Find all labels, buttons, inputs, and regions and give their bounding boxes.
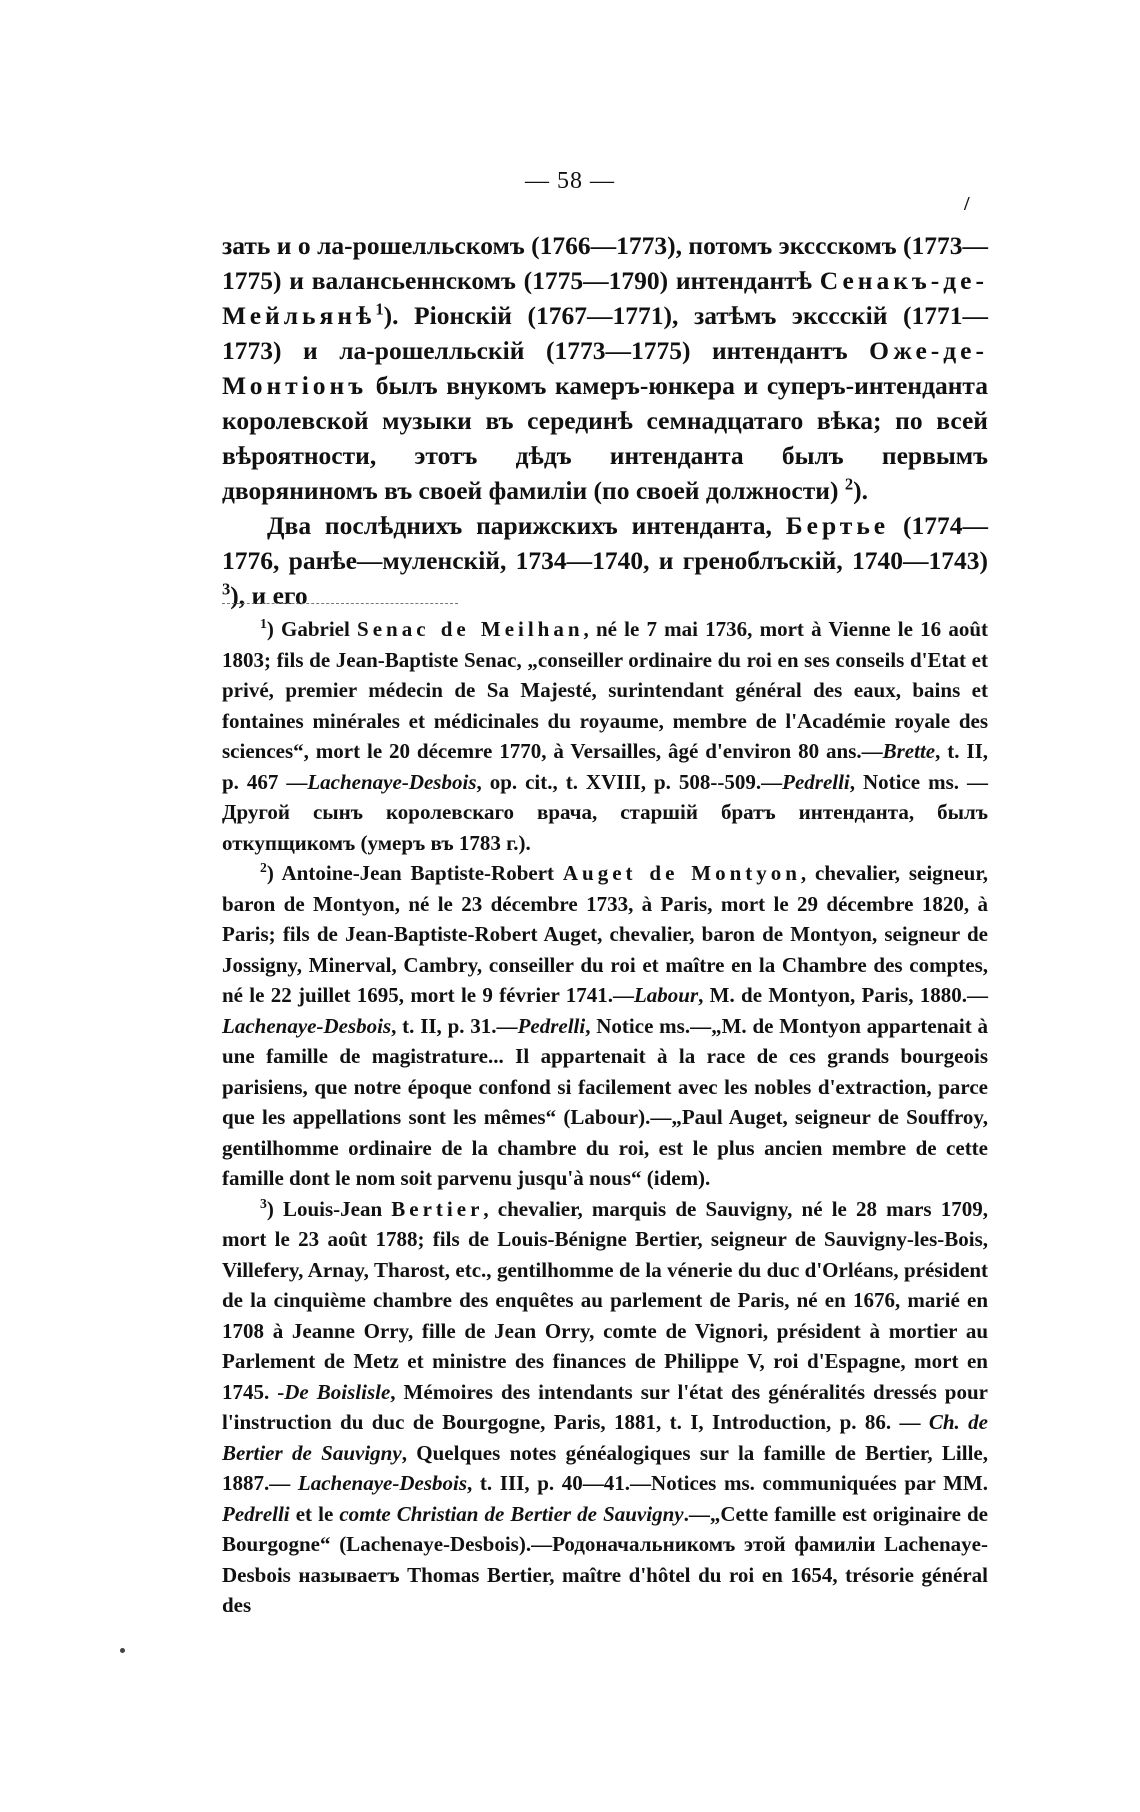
stray-dot (120, 1648, 125, 1653)
footnote-marker: 2 (260, 860, 267, 875)
person-name: Оже-де-Монтіонъ (222, 336, 988, 400)
stray-mark: / (964, 193, 970, 215)
footnotes (222, 614, 988, 1621)
footnote-ref: 3 (222, 579, 231, 599)
footnote-1: $^1$) Gabriel Senac de Meilhan, né le 7 mai 1736, mort à Vienne le 16 août 1803; fils de Jean-Baptiste Senac, „conseiller ordinaire du roi en ses conseils d'Etat et privé, premier médecin de Sa Majesté, surintendant général des eaux, bains et fontaines minérales et médicinales du royaume, membre de l'Académie royale des sciences“, mort le 20 décemre 1770, à Versailles, âgé d'environ 80 ans.—Brette, t. II, p. 467 —Lachenaye-Desbois, op. cit., t. XVIII, p. 508--509.—Pedrelli, Notice ms. — Другой сынъ королевскаго врача, старшій братъ интенданта, былъ откупщикомъ (умеръ въ 1783 г.). (222, 616, 988, 855)
person-name: Сенакъ-де-Мейльянѣ (222, 266, 988, 330)
footnote-marker: 1 (260, 616, 267, 631)
person-name: Bertier (391, 1196, 484, 1221)
footnote-ref: 2 (844, 474, 854, 494)
person-name: Auget de Montyon (562, 861, 801, 885)
main-paragraph-1: зать и о ла-рошелльскомъ (1766—1773), потомъ экссскомъ (1773—1775) и валансьеннскомъ (1775—1790) интендантѣ Сенакъ-де-Мейльянѣ$^1$). Ріонскій (1767—1771), затѣмъ экссскій (1771—1773) и ла-рошелльскій (1773—1775) интендантъ Оже-де-Монтіонъ былъ внукомъ камеръ-юнкера и суперъ-интенданта королевской музыки въ серединѣ семнадцатаго вѣка; по всей вѣроятности, этотъ дѣдъ интенданта былъ первымъ дворяниномъ въ своей фамиліи (по своей должности) $^2$). (222, 231, 988, 505)
main-paragraph-2: Два послѣднихъ парижскихъ интенданта, Бертье (1774—1776, ранѣе—муленскій, 1734—1740, и греноблъскій, 1740—1743) $^3$), и его (222, 511, 988, 610)
footnote-marker: 3 (260, 1195, 267, 1211)
person-name: Senac de Meilhan (357, 617, 584, 641)
footnote-divider (222, 603, 458, 604)
footnote-2: $^2$) Antoine-Jean Baptiste-Robert Auget de Montyon, chevalier, seigneur, baron de Montyon, né le 23 décembre 1733, à Paris, mort le 29 décembre 1820, à Paris; fils de Jean-Baptiste-Robert Auget, chevalier, baron de Montyon, seigneur de Jossigny, Minerval, Cambry, conseiller du roi et maître en la Chambre des comptes, né le 22 juillet 1695, mort le 9 février 1741.—Labour, M. de Montyon, Paris, 1880.—Lachenaye-Desbois, t. II, p. 31.—Pedrelli, Notice ms.—„M. de Montyon appartenait à une famille de magistrature... Il appartenait à la race de ces grands bourgeois parisiens, que notre époque confond si facilement avec les nobles d'extraction, parce que les appellations sont les mêmes“ (Labour).—„Paul Auget, seigneur de Souffroy, gentilhomme ordinaire de la chambre du roi, est le plus ancien membre de cette famille dont le nom soit parvenu jusqu'à nous“ (idem). (222, 860, 988, 1190)
footnote-3: $^3$) Louis-Jean Bertier, chevalier, marquis de Sauvigny, né le 28 mars 1709, mort le 23 août 1788; fils de Louis-Bénigne Bertier, seigneur de Sauvigny-les-Bois, Villefery, Arnay, Tharost, etc., gentilhomme de la vénerie du duc d'Orléans, président de la cinquième chambre des enquêtes au parlement de Paris, né en 1676, marié en 1708 à Jeanne Orry, fille de Jean Orry, comte de Vignori, président à mortier au Parlement de Metz et ministre des finances de Philippe V, roi d'Espagne, mort en 1745. -De Boislisle, Mémoires des intendants sur l'état des généralités dressés pour l'instruction du duc de Bourgogne, Paris, 1881, t. I, Introduction, p. 86. — Ch. de Bertier de Sauvigny, Quelques notes généalogiques sur la famille de Bertier, Lille, 1887.— Lachenaye-Desbois, t. III, p. 40—41.—Notices ms. communiquées par MM. Pedrelli et le comte Christian de Bertier de Sauvigny.—„Cette famille est originaire de Bourgogne“ (Lachenaye-Desbois).—Родоначальникомъ этой фамиліи Lachenaye-Desbois называетъ Thomas Bertier, maître d'hôtel du roi en 1654, trésorie général des (222, 1195, 989, 1617)
main-text (222, 228, 988, 613)
person-name: Бертье (785, 511, 890, 540)
page-number: — 58 — (525, 168, 615, 194)
footnote-ref: 1 (375, 299, 384, 319)
